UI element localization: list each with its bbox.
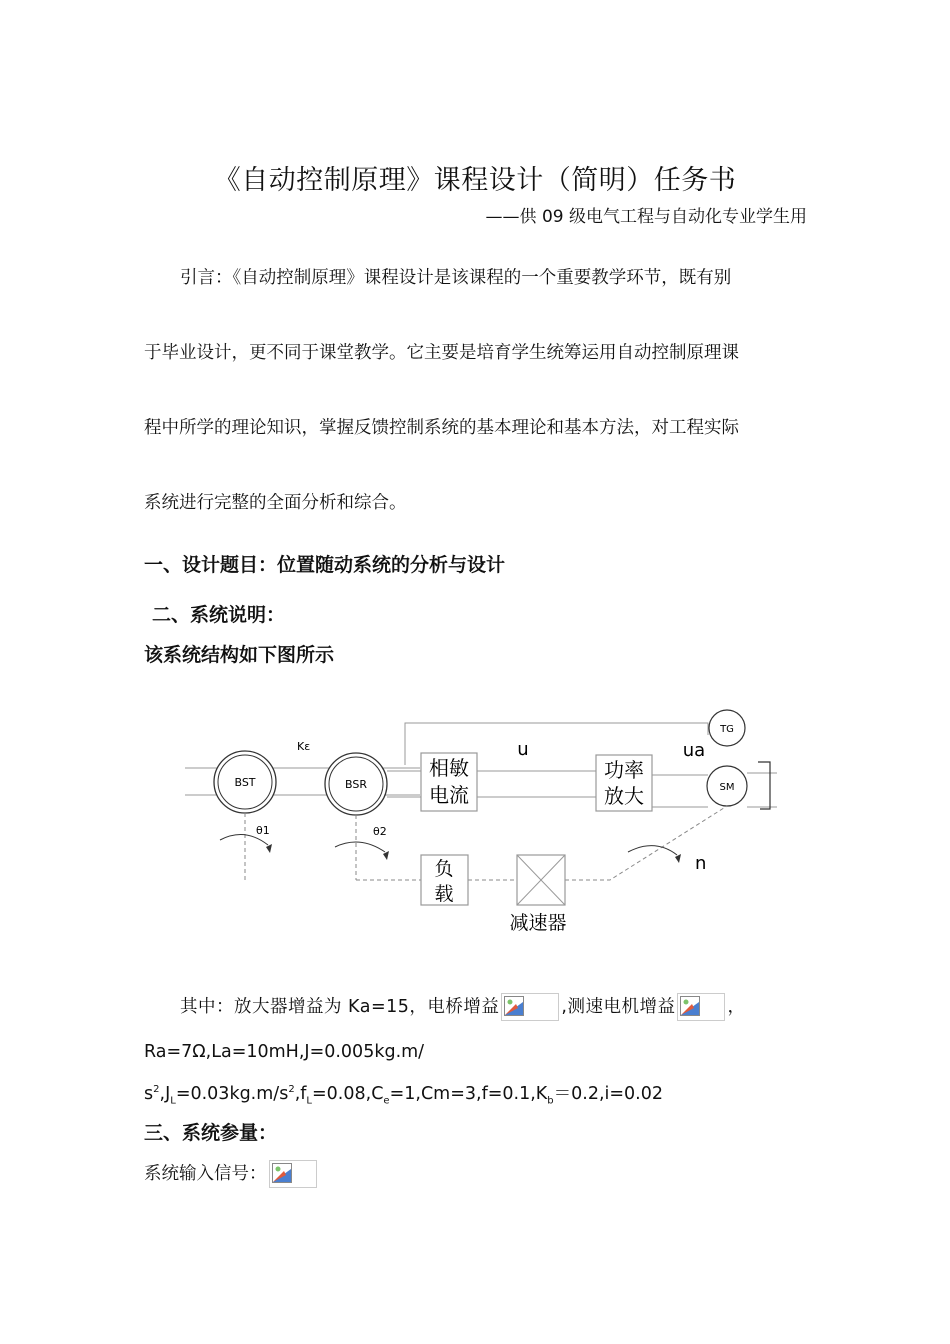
section-heading-2: 二、系统说明： xyxy=(152,604,286,626)
reducer-box xyxy=(509,855,566,934)
box2-line2: 放大 xyxy=(604,784,644,808)
box1-line2: 电流 xyxy=(429,783,469,807)
box2-line1: 功率 xyxy=(604,758,644,782)
intro-line-2: 于毕业设计，更不同于课堂教学。它主要是培育学生统筹运用自动控制原理课 xyxy=(144,343,739,363)
params-text-c: ， xyxy=(727,997,746,1017)
power-amp-box xyxy=(596,755,652,811)
broken-image-icon xyxy=(272,1163,292,1183)
sm-element xyxy=(707,766,747,806)
intro-line-1: 引言：《自动控制原理》课程设计是该课程的一个重要教学环节，既有别 xyxy=(180,268,732,288)
n-label: n xyxy=(695,853,707,874)
bst-label: BST xyxy=(234,776,256,789)
bst-element xyxy=(214,751,276,813)
load-line2: 载 xyxy=(434,883,454,905)
input-signal-image xyxy=(269,1160,317,1188)
bridge-gain-image xyxy=(501,993,559,1021)
params-text-a: 其中：放大器增益为 Ka=15，电桥增益 xyxy=(180,997,500,1017)
theta2-label: θ2 xyxy=(373,825,387,838)
u-label: u xyxy=(517,739,529,760)
tg-element xyxy=(709,710,745,746)
input-signal-label: 系统输入信号： xyxy=(144,1164,267,1184)
system-structure-diagram xyxy=(180,705,800,950)
phase-sensitive-box xyxy=(421,753,477,811)
params-line-3: $s^2,J_L=0.03kg.m/s^2,f_L=0.08,C_e=1,Cm=3,f=0.1,K_b=0.2,i=0.02$ xyxy=(144,1084,664,1107)
params-line-1 xyxy=(144,993,824,1021)
load-box xyxy=(421,855,468,905)
bsr-label: BSR xyxy=(345,778,367,791)
document-title: 《自动控制原理》课程设计（简明）任务书 xyxy=(213,165,737,196)
params-line-2: Ra=7Ω,La=10mH,J=0.005kg.m/ xyxy=(144,1042,425,1062)
sm-label: SM xyxy=(719,782,735,793)
theta1-label: θ1 xyxy=(256,824,270,837)
input-signal-line xyxy=(144,1160,319,1188)
broken-image-icon xyxy=(680,996,700,1016)
broken-image-icon xyxy=(504,996,524,1016)
ua-label: ua xyxy=(682,740,706,761)
intro-line-4: 系统进行完整的全面分析和综合。 xyxy=(144,493,407,513)
ke-label: Kε xyxy=(297,740,311,753)
document-subtitle: ——供 09 级电气工程与自动化专业学生用 xyxy=(485,207,807,227)
box1-line1: 相敏 xyxy=(429,756,469,780)
intro-line-3: 程中所学的理论知识，掌握反馈控制系统的基本理论和基本方法，对工程实际 xyxy=(144,418,739,438)
section-heading-2-sub: 该系统结构如下图所示 xyxy=(144,644,335,666)
section-heading-3: 三、系统参量： xyxy=(144,1122,278,1144)
bsr-element xyxy=(325,753,387,815)
tg-label: TG xyxy=(720,724,734,735)
reducer-label: 减速器 xyxy=(509,912,567,934)
section-heading-1: 一、设计题目：位置随动系统的分析与设计 xyxy=(144,554,506,576)
params-text-b: ,测速电机增益 xyxy=(561,997,676,1017)
tacho-gain-image xyxy=(677,993,725,1021)
load-line1: 负 xyxy=(434,858,454,880)
